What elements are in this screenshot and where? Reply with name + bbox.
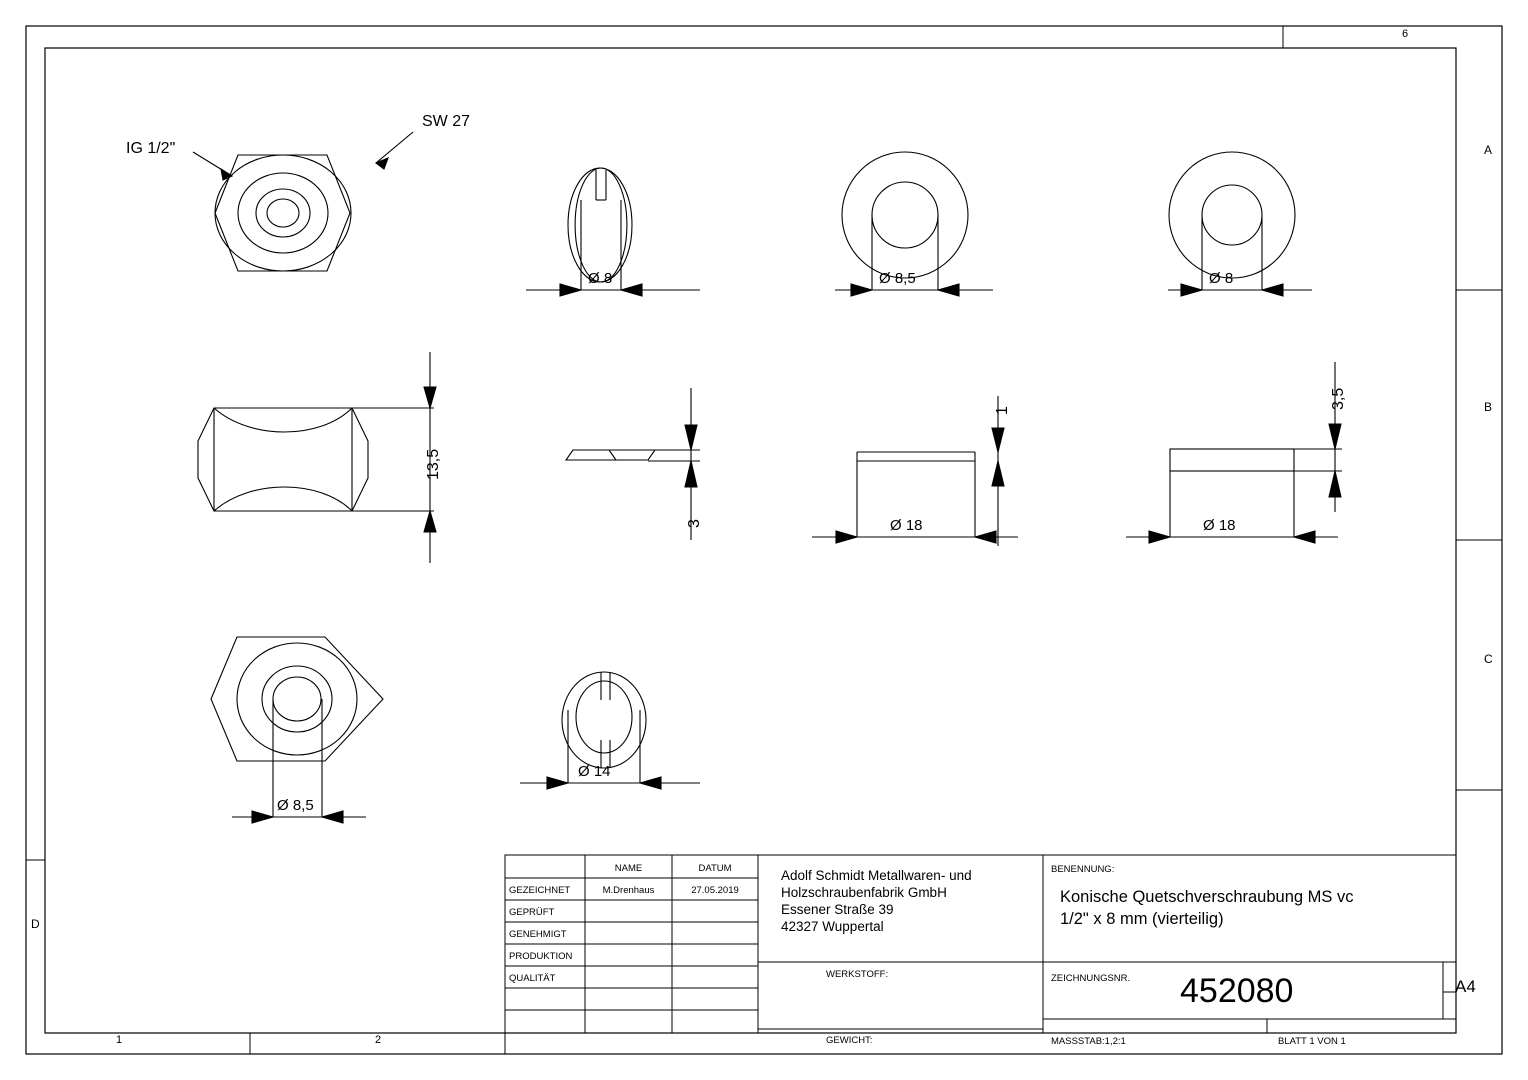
wrench-size-callout: SW 27 bbox=[422, 113, 471, 130]
dim-thickness-3: 3 bbox=[686, 519, 703, 528]
dim-thickness-1: 1 bbox=[994, 406, 1011, 415]
benennung-label: BENENNUNG: bbox=[1051, 864, 1115, 875]
titleblock-row-date-1 bbox=[672, 902, 758, 922]
dim-thickness-35: 3,5 bbox=[1330, 387, 1347, 410]
dim-d14-bottom: Ø 14 bbox=[578, 763, 611, 780]
massstab: MASSSTAB:1,2:1 bbox=[1051, 1036, 1126, 1047]
titleblock-row-name-4 bbox=[585, 968, 672, 988]
zone-label-bottom-1: 1 bbox=[116, 1034, 123, 1046]
titleblock-row-label-0: GEZEICHNET bbox=[509, 884, 571, 896]
titleblock-row-date-2 bbox=[672, 924, 758, 944]
dim-d8-top-left: Ø 8 bbox=[588, 270, 613, 287]
zone-label-c: C bbox=[1484, 652, 1493, 666]
dim-d85-top-mid: Ø 8,5 bbox=[879, 270, 916, 287]
zone-label-b: B bbox=[1484, 400, 1493, 414]
titleblock-row-name-3 bbox=[585, 946, 672, 966]
company-line-2: Essener Straße 39 bbox=[781, 902, 894, 917]
titleblock-row-label-1: GEPRÜFT bbox=[509, 906, 555, 918]
titleblock-row-label-6 bbox=[505, 1012, 585, 1032]
titleblock-row-label-3: PRODUKTION bbox=[509, 950, 573, 962]
gewicht-label: GEWICHT: bbox=[826, 1035, 873, 1046]
titleblock-row-label-5 bbox=[505, 990, 585, 1010]
company-line-1: Holzschraubenfabrik GmbH bbox=[781, 885, 947, 900]
zone-label-bottom-2: 2 bbox=[375, 1034, 382, 1046]
zeichnungsnr-value: 452080 bbox=[1180, 972, 1294, 1010]
titleblock-row-label-2: GENEHMIGT bbox=[509, 928, 567, 940]
titleblock-row-date-3 bbox=[672, 946, 758, 966]
blatt: BLATT 1 VON 1 bbox=[1278, 1036, 1346, 1047]
titleblock-row-name-0: M.Drenhaus bbox=[602, 884, 655, 896]
zone-label-a: A bbox=[1484, 143, 1493, 157]
dim-d18-mid: Ø 18 bbox=[890, 517, 923, 534]
titleblock-row-date-4 bbox=[672, 968, 758, 988]
titleblock-row-name-2 bbox=[585, 924, 672, 944]
thread-callout: IG 1/2" bbox=[126, 140, 176, 157]
company-line-0: Adolf Schmidt Metallwaren- und bbox=[781, 868, 972, 883]
titleblock-row-label-4: QUALITÄT bbox=[509, 972, 556, 984]
dim-height-135: 13,5 bbox=[425, 448, 442, 480]
zone-label-top-6: 6 bbox=[1402, 28, 1409, 40]
zeichnungsnr-label: ZEICHNUNGSNR. bbox=[1051, 973, 1131, 984]
company-line-3: 42327 Wuppertal bbox=[781, 919, 884, 934]
benennung-line-0: Konische Quetschverschraubung MS vc bbox=[1060, 888, 1354, 906]
sheet-format: A4 bbox=[1455, 977, 1476, 996]
dim-d8-top-right: Ø 8 bbox=[1209, 270, 1234, 287]
dim-d18-right: Ø 18 bbox=[1203, 517, 1236, 534]
titleblock-col-date: DATUM bbox=[698, 862, 732, 874]
dim-d85-bottom: Ø 8,5 bbox=[277, 797, 314, 814]
benennung-line-1: 1/2" x 8 mm (vierteilig) bbox=[1060, 910, 1224, 928]
werkstoff-label: WERKSTOFF: bbox=[826, 969, 889, 980]
titleblock-col-name: NAME bbox=[614, 862, 643, 874]
zone-label-d: D bbox=[31, 917, 40, 931]
titleblock-row-name-1 bbox=[585, 902, 672, 922]
titleblock-row-date-0: 27.05.2019 bbox=[691, 884, 739, 896]
